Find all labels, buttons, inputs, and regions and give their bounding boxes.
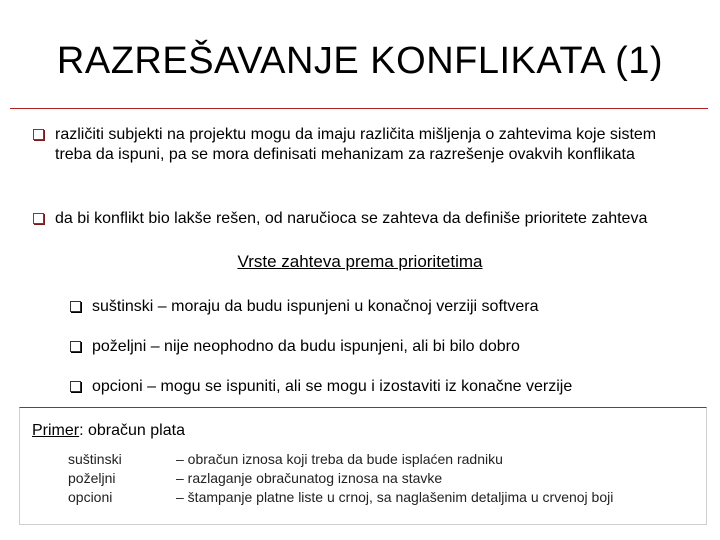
priority-item-1-text: suštinski – moraju da budu ispunjeni u konačnoj verziji softvera (92, 298, 539, 315)
example-title (32, 422, 185, 440)
priorities-heading (0, 252, 720, 272)
example-label: Primer (32, 422, 80, 439)
example-term-2: poželjni (68, 470, 116, 486)
bullet-2 (33, 209, 693, 229)
example-title-rest: : obračun plata (79, 422, 185, 439)
priority-item-1 (70, 297, 690, 317)
bullet-square-icon (70, 341, 81, 352)
example-desc-2: – razlaganje obračunatog iznosa na stavke (176, 470, 443, 486)
priorities-heading-text: Vrste zahteva prema prioritetima (237, 252, 483, 271)
example-desc-3: – štampanje platne liste u crnoj, sa naglašenim detaljima u crvenoj boji (176, 489, 614, 505)
bullet-1-text: različiti subjekti na projektu mogu da imaju različita mišljenja o zahtevima koje sistem treba da ispuni, pa se mora definisati mehanizam za razrešenje ovakvih konflikata (55, 126, 657, 163)
slide-title: RAZREŠAVANJE KONFLIKATA (1) (56, 40, 664, 82)
priority-item-3-text: opcioni – mogu se ispuniti, ali se mogu i izostaviti iz konačne verzije (92, 378, 573, 395)
bullet-1 (33, 125, 693, 165)
bullet-square-icon (33, 129, 44, 140)
example-term-1: suštinski (68, 451, 122, 467)
priority-item-2 (70, 337, 690, 357)
bullet-square-icon (70, 301, 81, 312)
example-term-3: opcioni (68, 489, 113, 505)
bullet-square-icon (70, 381, 81, 392)
example-desc-1: – obračun iznosa koji treba da bude isplaćen radniku (176, 451, 503, 467)
title-divider (10, 108, 708, 109)
priority-item-2-text: poželjni – nije neophodno da budu ispunjeni, ali bi bilo dobro (92, 338, 520, 355)
priority-item-3 (70, 377, 690, 397)
bullet-square-icon (33, 213, 44, 224)
bullet-2-text: da bi konflikt bio lakše rešen, od naručioca se zahteva da definiše prioritete zahteva (55, 210, 648, 227)
